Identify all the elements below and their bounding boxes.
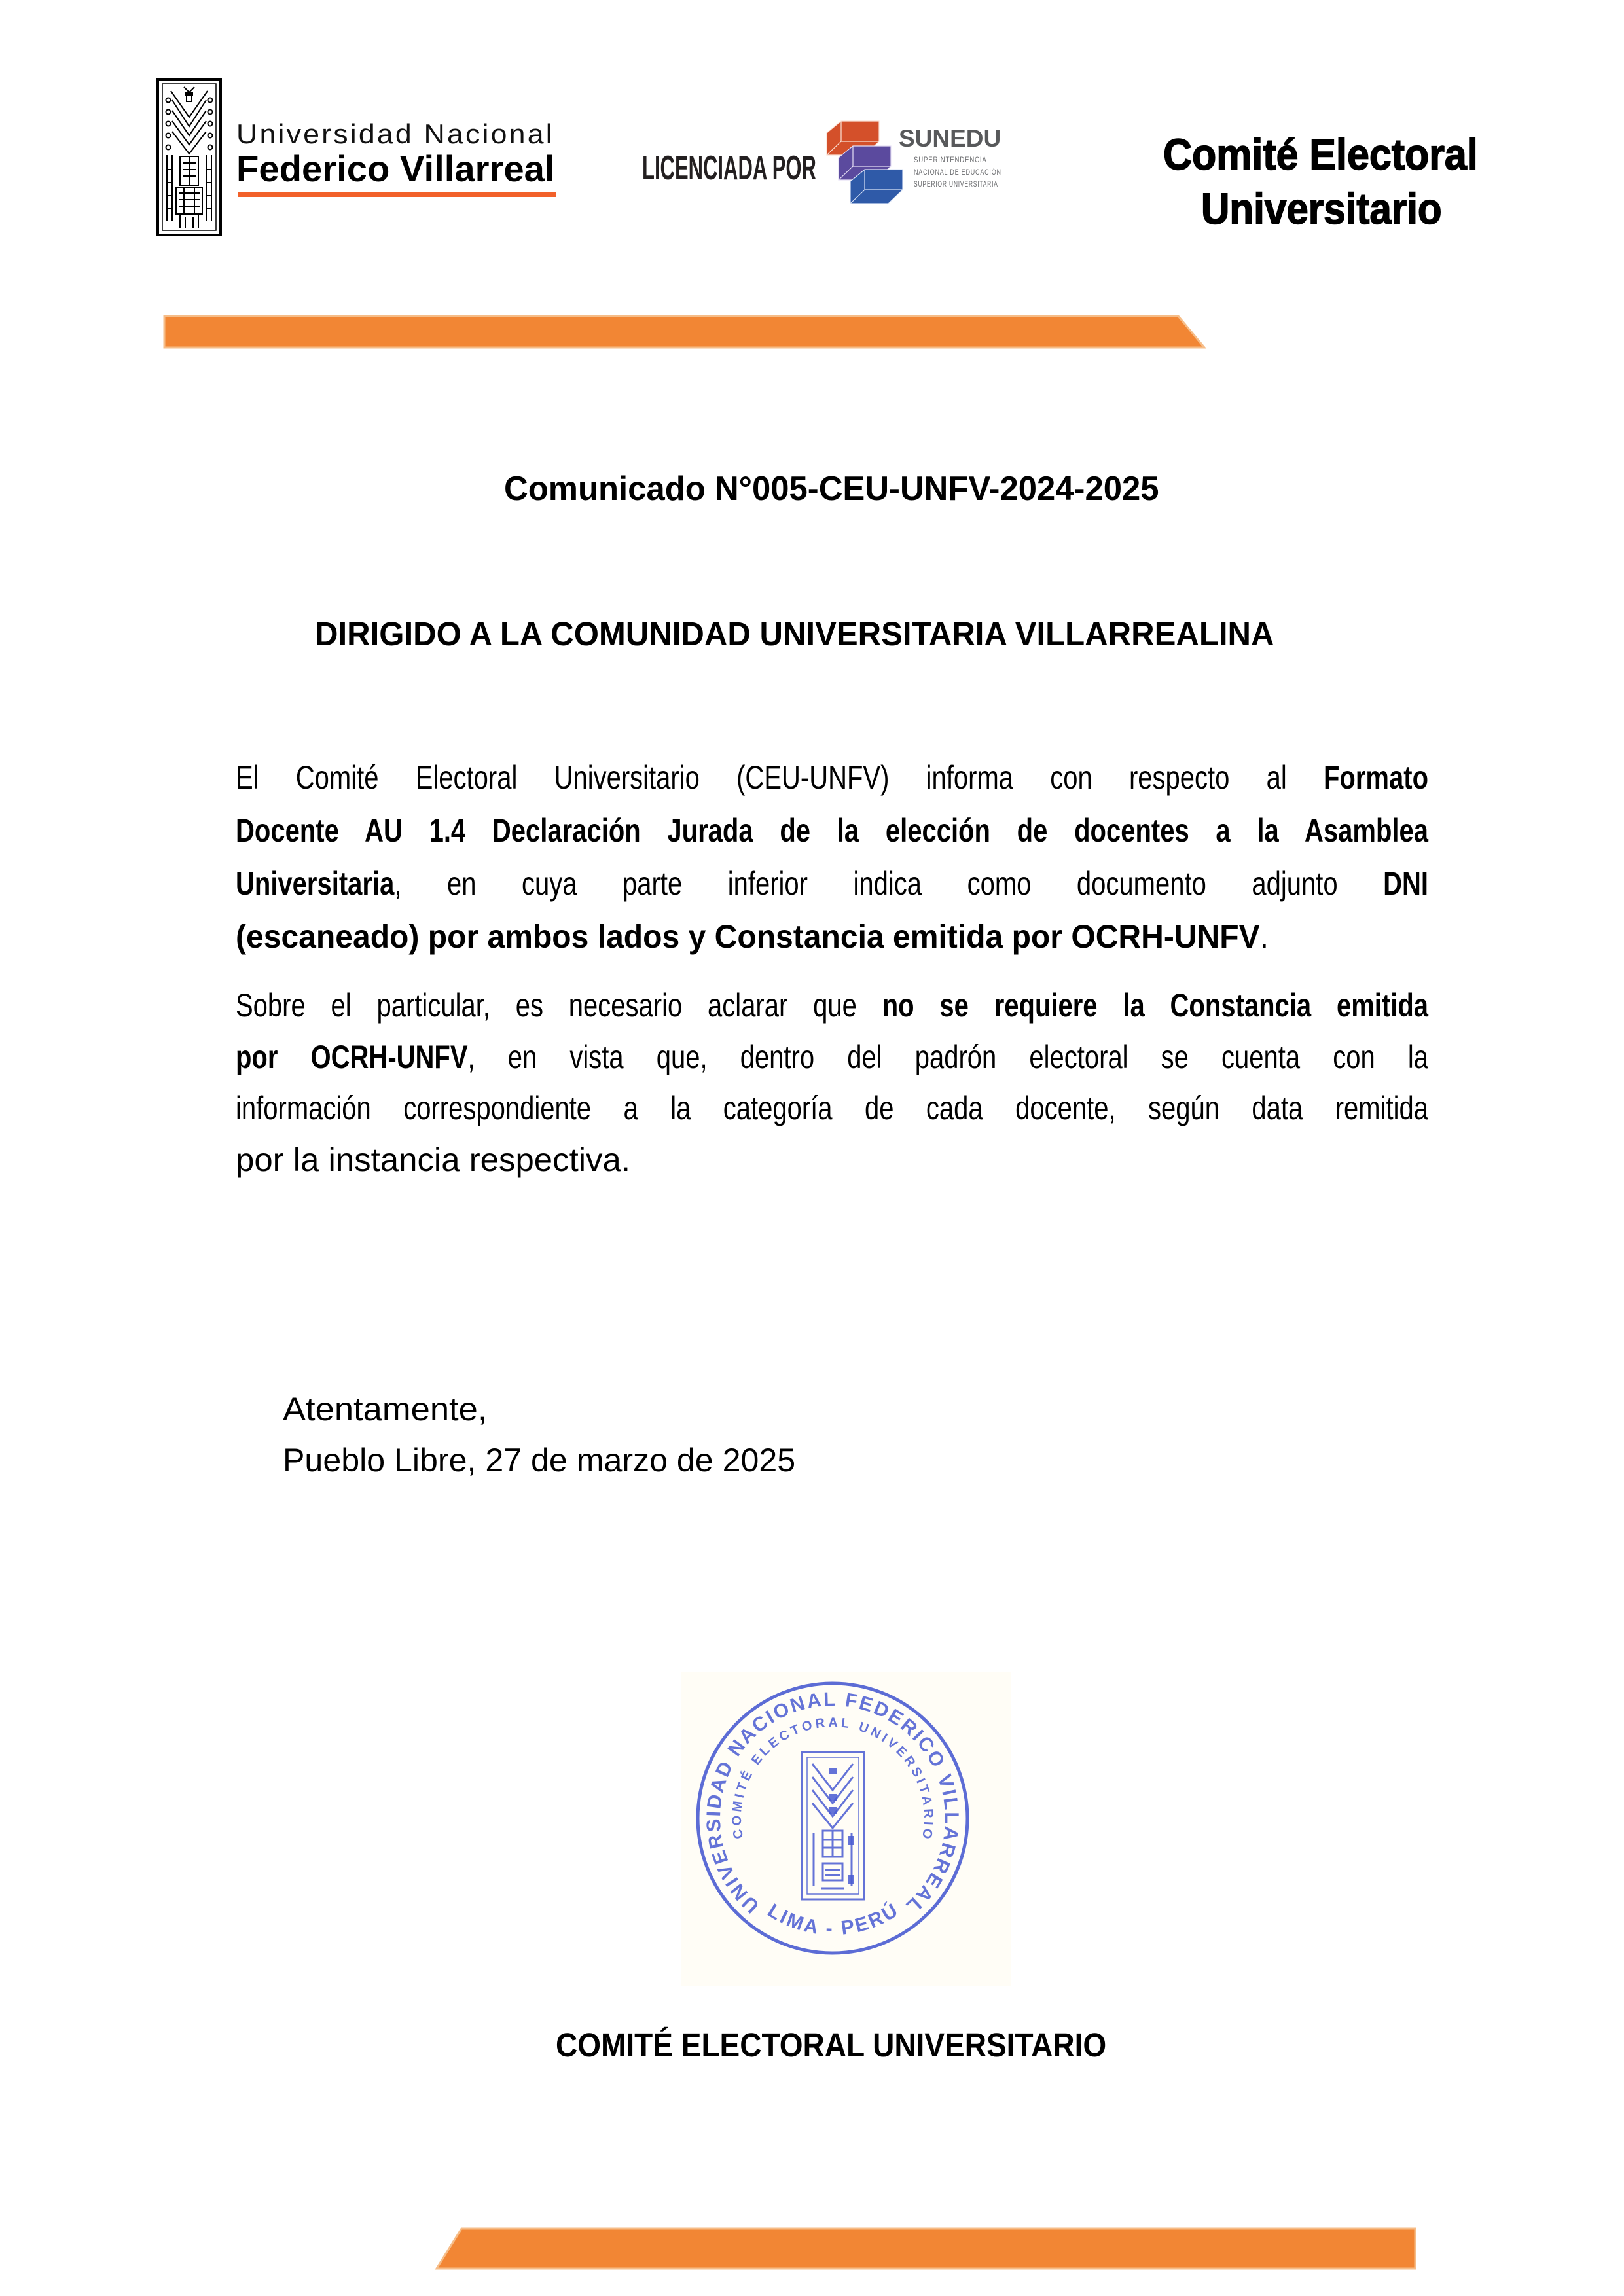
addressee-heading: DIRIGIDO A LA COMUNIDAD UNIVERSITARIA VILLARREALINA (315, 615, 1274, 653)
text-segment: , en cuya parte inferior indica como documento adjunto (394, 865, 1384, 902)
paragraph-line (236, 920, 1269, 953)
bold-text-segment: (escaneado) por ambos lados y Constancia emitida por OCRH-UNFV (236, 918, 1260, 955)
bold-text-segment: no se requiere la Constancia emitida (882, 987, 1428, 1024)
text-segment: . (1259, 918, 1269, 955)
committee-title-line2: Universitario (1201, 185, 1442, 234)
paragraph-line (236, 1041, 1428, 1073)
university-name-line1: Universidad Nacional (236, 118, 554, 149)
stamp-inner-text-path: COMITÉ ELECTORAL UNIVERSITARIO (729, 1715, 936, 1840)
sunedu-subtitle-line2: NACIONAL DE EDUCACIÓN (914, 169, 1001, 177)
stamp-outer-text-path: UNIVERSIDAD NACIONAL FEDERICO VILLARREAL (702, 1688, 963, 1917)
header-orange-bar (0, 0, 1624, 393)
text-segment: , en vista que, dentro del padrón electoral se cuenta con la (467, 1039, 1428, 1075)
closing-text: Atentamente, (283, 1391, 488, 1427)
place-date: Pueblo Libre, 27 de marzo de 2025 (283, 1442, 796, 1479)
sunedu-name: SUNEDU (899, 125, 1001, 152)
committee-title-line1: Comité Electoral (1163, 130, 1478, 179)
stamp-bottom-text-path: LIMA - PERÚ (763, 1899, 901, 1940)
bold-text-segment: Universitaria (236, 865, 395, 902)
bold-text-segment: Docente AU 1.4 Declaración Jurada de la elección de docentes a la Asamblea (236, 812, 1428, 849)
licensed-by-label: LICENCIADA POR (642, 149, 816, 187)
sunedu-subtitle-line1: SUPERINTENDENCIA (914, 156, 987, 164)
bold-text-segment: por OCRH-UNFV (236, 1039, 468, 1075)
bold-text-segment: Formato (1324, 759, 1428, 796)
document-title: Comunicado N°005-CEU-UNFV-2024-2025 (504, 470, 1159, 508)
paragraph-line (236, 761, 1428, 794)
footer-orange-bar (0, 2160, 1624, 2291)
text-segment: información correspondiente a la categoría de cada docente, según data remitida (236, 1090, 1428, 1126)
university-name-line2: Federico Villarreal (236, 148, 555, 189)
text-segment: por la instancia respectiva. (236, 1141, 630, 1178)
sunedu-subtitle-line3: SUPERIOR UNIVERSITARIA (914, 181, 998, 188)
paragraph-line (236, 989, 1428, 1022)
paragraph-line (236, 1143, 630, 1176)
text-segment: El Comité Electoral Universitario (CEU-UNFV) informa con respecto al (236, 759, 1324, 796)
text-segment: Sobre el particular, es necesario aclarar que (236, 987, 882, 1024)
stamp-bottom-text (764, 1899, 901, 1939)
paragraph-line (236, 1092, 1428, 1124)
bold-text-segment: DNI (1383, 865, 1428, 902)
stamp-seal-icon (693, 1679, 972, 1958)
paragraph-line (236, 867, 1428, 900)
paragraph-line (236, 814, 1428, 847)
signature-committee: COMITÉ ELECTORAL UNIVERSITARIO (556, 2026, 1107, 2064)
